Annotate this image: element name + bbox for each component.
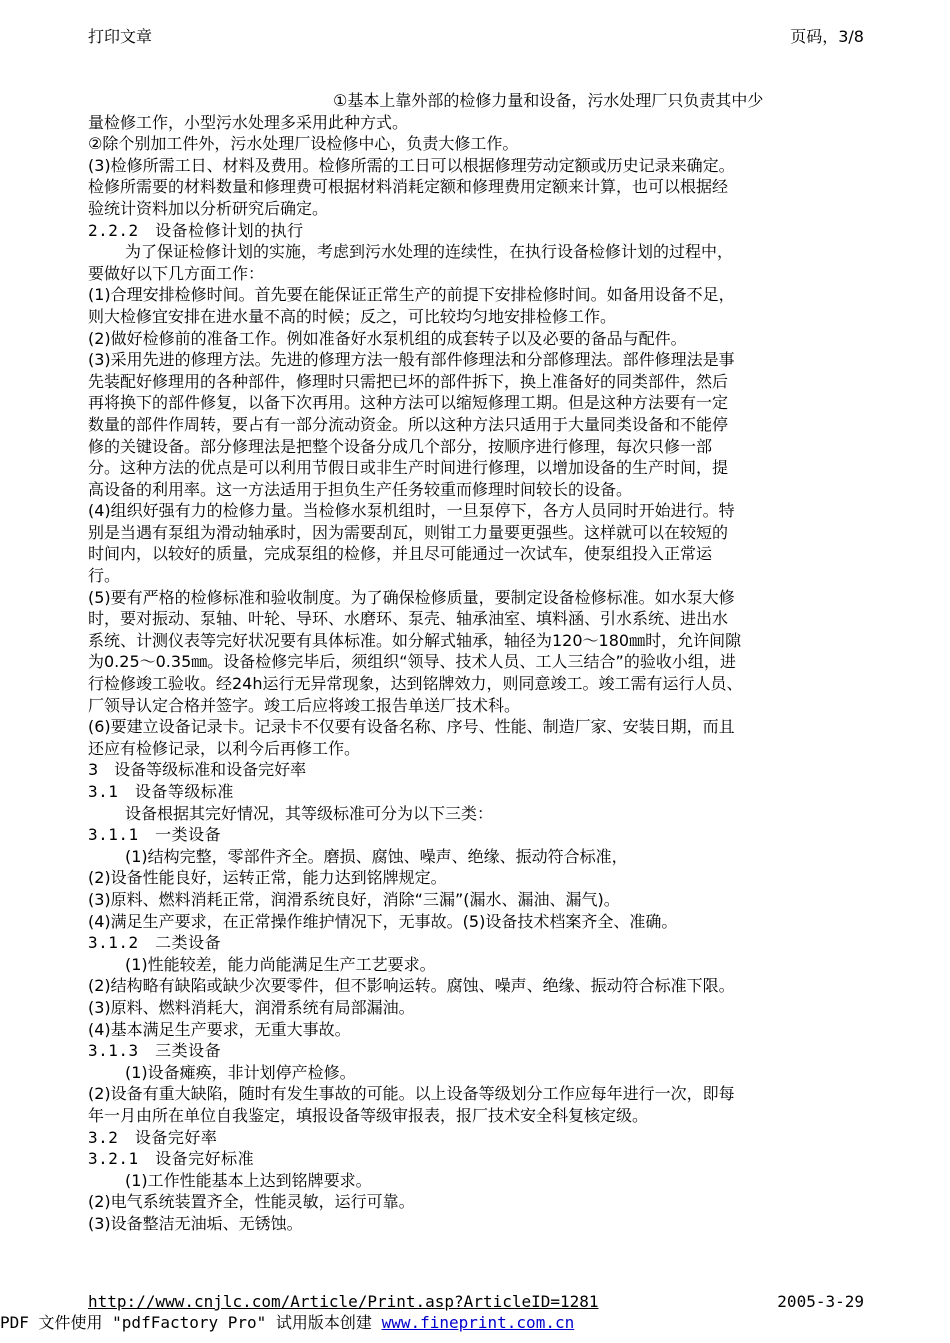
text-line: 分。这种方法的优点是可以利用节假日或非生产时间进行修理，以增加设备的生产时间，提 [88, 458, 729, 478]
text-line: (2)设备有重大缺陷，随时有发生事故的可能。以上设备等级划分工作应每年进行一次，即每 [88, 1084, 735, 1104]
text-line: ②除个别加工件外，污水处理厂设检修中心，负责大修工作。 [88, 134, 519, 154]
text-line: 设备根据其完好情况，其等级标准可分为以下三类： [125, 803, 494, 823]
text-line: (1)性能较差，能力尚能满足生产工艺要求。 [125, 954, 436, 974]
text-line: 系统、计测仪表等完好状况要有具体标准。如分解式轴承，轴径为120～180㎜时，允许间隙 [88, 630, 742, 650]
text-line: 量检修工作，小型污水处理多采用此种方式。 [88, 112, 409, 132]
section-heading: 3.2.1 设备完好标准 [88, 1149, 255, 1169]
header-left: 打印文章 [88, 27, 153, 46]
text-line: (3)采用先进的修理方法。先进的修理方法一般有部件修理法和分部修理法。部件修理法是事 [88, 350, 735, 370]
text-line: 数量的部件作周转，要占有一部分流动资金。所以这种方法只适用于大量同类设备和不能停 [88, 414, 729, 434]
text-line: 修的关键设备。部分修理法是把整个设备分成几个部分，按顺序进行修理，每次只修一部 [88, 436, 713, 456]
text-line: 验统计资料加以分析研究后确定。 [88, 198, 329, 218]
text-line: (2)做好检修前的准备工作。例如准备好水泵机组的成套转子以及必要的备品与配件。 [88, 328, 687, 348]
text-line: ①基本上靠外部的检修力量和设备，污水处理厂只负责其中少 [333, 91, 764, 110]
text-line: 时，要对振动、泵轴、叶轮、导环、水磨环、泵壳、轴承油室、填料涵、引水系统、进出水 [88, 609, 729, 629]
text-line: (1)工作性能基本上达到铭牌要求。 [125, 1170, 372, 1190]
text-line: 要做好以下几方面工作： [88, 263, 265, 283]
text-line: (1)结构完整，零部件齐全。磨损、腐蚀、噪声、绝缘、振动符合标准， [125, 846, 628, 866]
text-line: 厂领导认定合格并签字。竣工后应将竣工报告单送厂技术科。 [88, 695, 521, 715]
text-line: 为了保证检修计划的实施，考虑到污水处理的连续性，在执行设备检修计划的过程中， [125, 242, 734, 262]
text-line: (2)设备性能良好，运转正常，能力达到铭牌规定。 [88, 868, 447, 888]
fineprint-link[interactable]: www.fineprint.com.cn [381, 1313, 575, 1332]
text-line: (4)满足生产要求，在正常操作维护情况下，无事故。(5)设备技术档案齐全、准确。 [88, 911, 678, 931]
text-line: (4)组织好强有力的检修力量。当检修水泵机组时，一旦泵停下，各方人员同时开始进行。特 [88, 501, 735, 521]
section-heading: 3.1.2 二类设备 [88, 933, 222, 953]
text-line: 再将换下的部件修复，以备下次再用。这种方法可以缩短修理工期。但是这种方法要有一定 [88, 393, 729, 413]
text-line: (1)设备瘫痪，非计划停产检修。 [125, 1062, 356, 1082]
text-line: (3)原料、燃料消耗大，润滑系统有局部漏油。 [88, 997, 415, 1017]
section-heading: 3.1.1 一类设备 [88, 825, 222, 845]
text-line: (5)要有严格的检修标准和验收制度。为了确保检修质量，要制定设备检修标准。如水泵大修 [88, 587, 735, 607]
text-line: (2)结构略有缺陷或缺少次要零件，但不影响运转。腐蚀、噪声、绝缘、振动符合标准下限。 [88, 976, 735, 996]
article-body [88, 90, 868, 1234]
text-line: (6)要建立设备记录卡。记录卡不仅要有设备名称、序号、性能、制造厂家、安装日期，而且 [88, 717, 735, 737]
text-line: 行。 [88, 566, 121, 586]
text-line: 检修所需要的材料数量和修理费可根据材料消耗定额和修理费用定额来计算，也可以根据经 [88, 177, 729, 197]
section-heading: 3.1.3 三类设备 [88, 1041, 222, 1061]
pdf-notice-text: PDF 文件使用 "pdfFactory Pro" 试用版本创建 [0, 1313, 382, 1332]
text-line: (1)合理安排检修时间。首先要在能保证正常生产的前提下安排检修时间。如备用设备不足， [88, 285, 735, 305]
text-line: 为0.25～0.35㎜。设备检修完毕后，须组织“领导、技术人员、工人三结合”的验收小组，进 [88, 652, 736, 672]
pdf-creator-notice [0, 1310, 574, 1333]
article-url-link[interactable]: http://www.cnjlc.com/Article/Print.asp?ArticleID=1281 [88, 1292, 599, 1311]
text-line: 还应有检修记录，以利今后再修工作。 [88, 738, 361, 758]
text-line: 则大检修宜安排在进水量不高的时候；反之，可比较均匀地安排检修工作。 [88, 306, 617, 326]
text-line: (2)电气系统装置齐全，性能灵敏，运行可靠。 [88, 1192, 415, 1212]
text-line: 年一月由所在单位自我鉴定，填报设备等级审报表，报厂技术安全科复核定级。 [88, 1105, 649, 1125]
text-line: 行检修竣工验收。经24h运行无异常现象，达到铭牌效力，则同意竣工。竣工需有运行人员、 [88, 674, 743, 694]
text-line: (3)设备整洁无油垢、无锈蚀。 [88, 1213, 303, 1233]
page-number: 页码，3/8 [790, 27, 864, 46]
text-line: 时间内，以较好的质量，完成泵组的检修，并且尽可能通过一次试车，使泵组投入正常运 [88, 544, 713, 564]
text-line: 别是当遇有泵组为滑动轴承时，因为需要刮瓦，则钳工力量要更强些。这样就可以在较短的 [88, 522, 729, 542]
section-heading: 3.2 设备完好率 [88, 1127, 218, 1147]
text-line: (3)检修所需工日、材料及费用。检修所需的工日可以根据修理劳动定额或历史记录来确定。 [88, 155, 735, 175]
print-date: 2005-3-29 [777, 1292, 864, 1311]
text-line: 先装配好修理用的各种部件，修理时只需把已坏的部件拆下，换上准备好的同类部件，然后 [88, 371, 729, 391]
text-line: (4)基本满足生产要求，无重大事故。 [88, 1019, 351, 1039]
text-line: (3)原料、燃料消耗正常，润滑系统良好，消除“三漏”(漏水、漏油、漏气)。 [88, 889, 620, 909]
section-heading: 3.1 设备等级标准 [88, 782, 234, 801]
text-line: 高设备的利用率。这一方法适用于担负生产任务较重而修理时间较长的设备。 [88, 479, 633, 499]
section-heading: 2.2.2 设备检修计划的执行 [88, 220, 304, 240]
section-heading: 3 设备等级标准和设备完好率 [88, 760, 307, 780]
